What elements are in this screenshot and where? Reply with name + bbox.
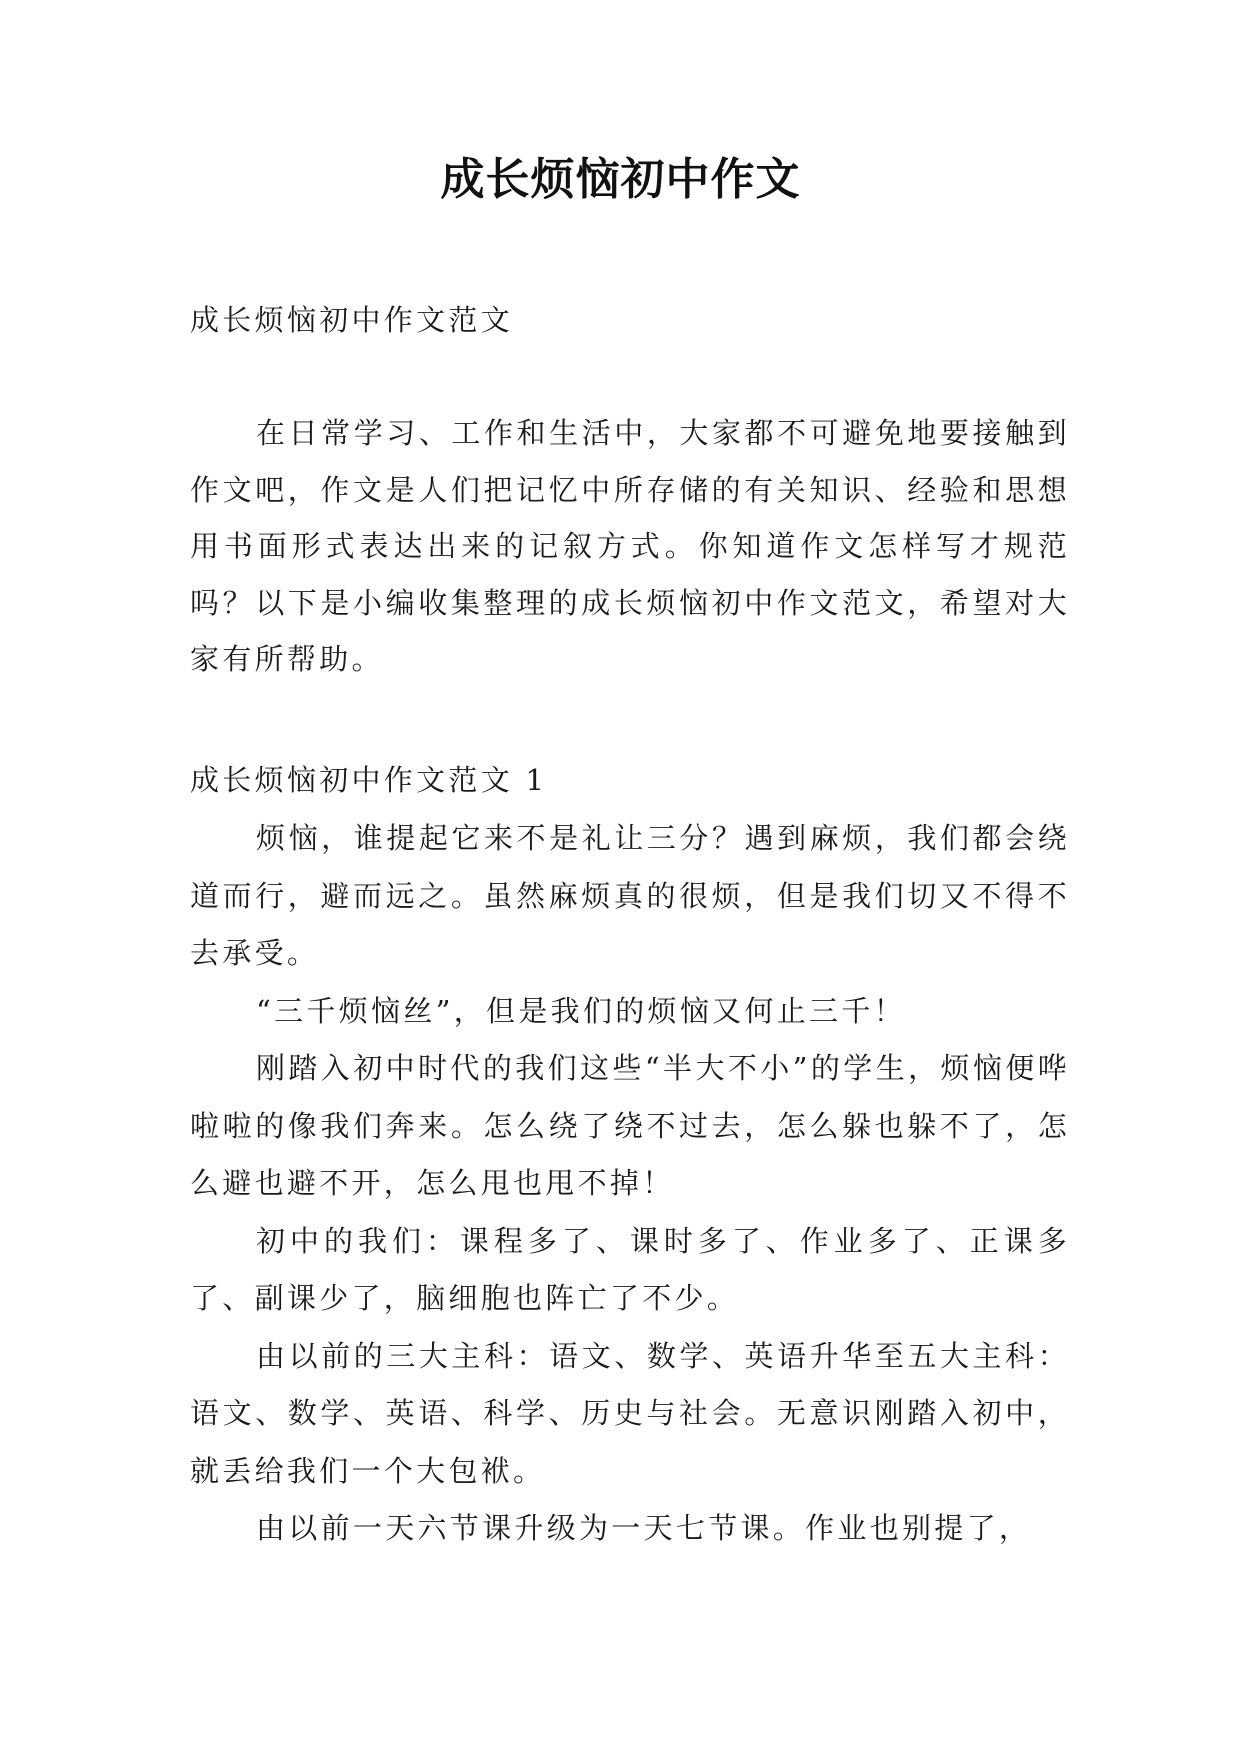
essay-paragraph: 初中的我们：课程多了、课时多了、作业多了、正课多了、副课少了，脑细胞也阵亡了不少。 — [190, 1223, 1070, 1315]
intro-paragraph: 在日常学习、工作和生活中，大家都不可避免地要接触到作文吧，作文是人们把记忆中所存储的有关知识、经验和思想用书面形式表达出来的记叙方式。你知道作文怎样写才规范吗？以下是小编收集整理的成长烦恼初中作文范文，希望对大家有所帮助。 — [190, 416, 1070, 676]
essay-paragraph: “三千烦恼丝”，但是我们的烦恼又何止三千！ — [256, 993, 906, 1028]
essay-paragraph: 由以前的三大主科：语文、数学、英语升华至五大主科：语文、数学、英语、科学、历史与社会。无意识刚踏入初中，就丢给我们一个大包袱。 — [190, 1338, 1070, 1488]
document-subtitle: 成长烦恼初中作文范文 — [190, 303, 514, 337]
essay-paragraph: 烦恼，谁提起它来不是礼让三分？遇到麻烦，我们都会绕道而行，避而远之。虽然麻烦真的很烦，但是我们切又不得不去承受。 — [190, 821, 1070, 970]
essay-body — [190, 810, 1070, 1558]
document-title: 成长烦恼初中作文 — [440, 154, 801, 205]
essay-paragraph: 由以前一天六节课升级为一天七节课。作业也别提了， — [256, 1511, 1032, 1545]
essay-heading: 成长烦恼初中作文范文 1 — [190, 763, 548, 797]
essay-paragraph: 刚踏入初中时代的我们这些“半大不小”的学生，烦恼便哗啦啦的像我们奔来。怎么绕了绕不过去，怎么躲也躲不了，怎么避也避不开，怎么甩也甩不掉！ — [190, 1051, 1070, 1200]
